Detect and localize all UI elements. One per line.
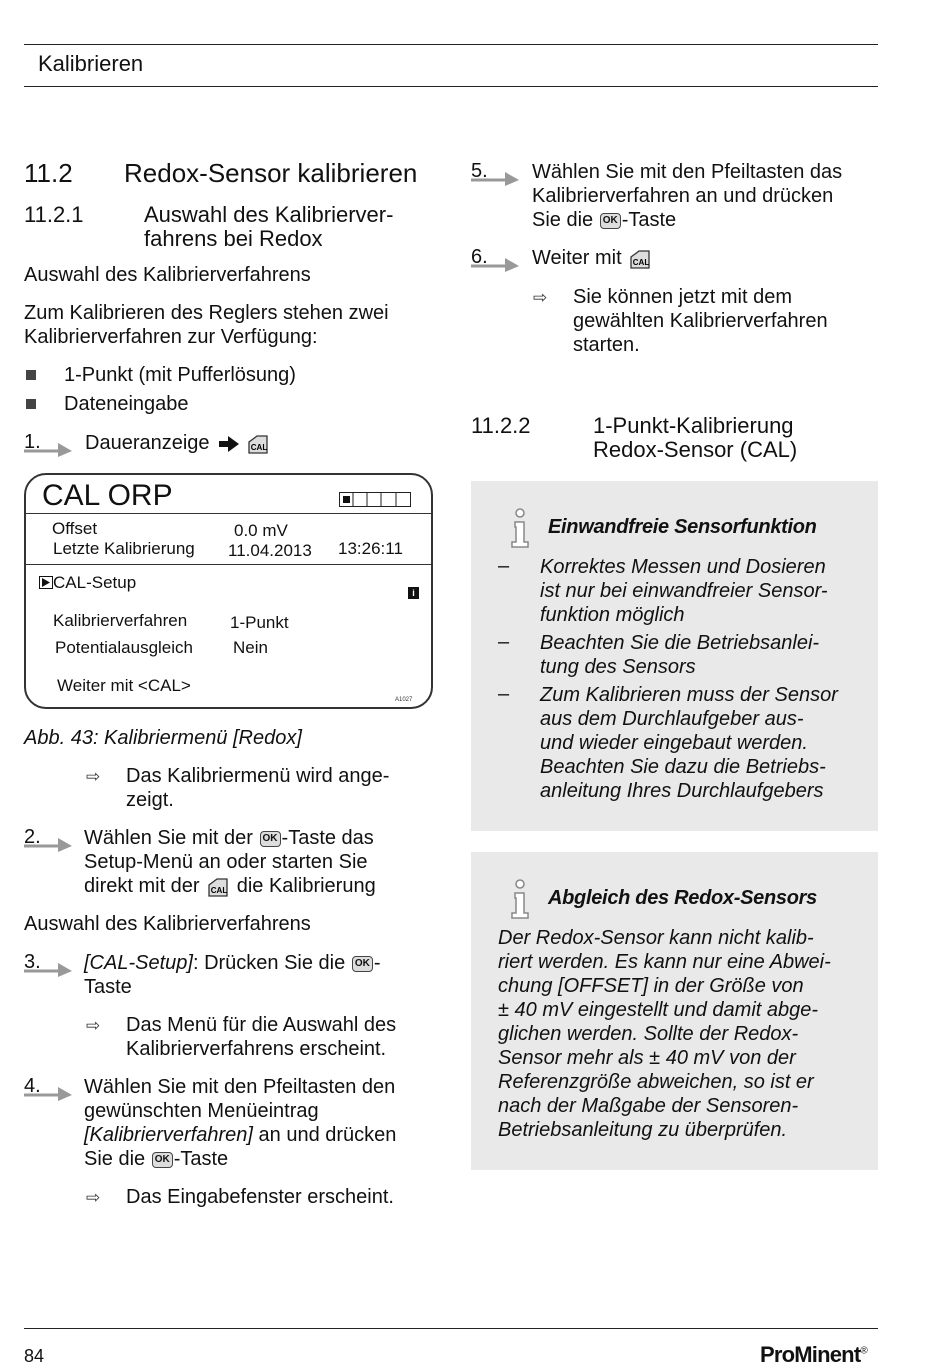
info-icon bbox=[509, 879, 531, 919]
step-arrow-icon bbox=[471, 256, 519, 272]
result-arrow-icon: ⇨ bbox=[86, 1188, 101, 1207]
svg-text:CAL: CAL bbox=[250, 442, 267, 452]
step5-text: Sie die bbox=[532, 209, 594, 231]
page-number: 84 bbox=[24, 1346, 45, 1366]
info-text-line: glichen werden. Sollte der Redox- bbox=[498, 1023, 799, 1045]
step4-text: Sie die bbox=[84, 1148, 146, 1170]
info-box-title: Abgleich des Redox-Sensors bbox=[548, 887, 817, 909]
heading-11-2-1-title-line2: fahrens bei Redox bbox=[144, 226, 323, 251]
step2-text: Wählen Sie mit der bbox=[84, 827, 253, 849]
dash-bullet: – bbox=[498, 555, 510, 577]
info-item-3-line1: Zum Kalibrieren muss der Sensor bbox=[540, 684, 838, 706]
footer-rule bbox=[24, 1328, 878, 1329]
info-text-line: Betriebsanleitung zu überprüfen. bbox=[498, 1119, 788, 1141]
result1-line1: Das Kalibriermenü wird ange- bbox=[126, 765, 390, 787]
result6-line3: starten. bbox=[573, 334, 640, 356]
info-item-3-line5: anleitung Ihres Durchlaufgebers bbox=[540, 780, 824, 802]
ok-key-icon: OK bbox=[260, 831, 281, 847]
heading-11-2-2-title-line2: Redox-Sensor (CAL) bbox=[593, 437, 798, 462]
step2-line1 bbox=[84, 826, 374, 850]
result6-line1: Sie können jetzt mit dem bbox=[573, 286, 792, 308]
svg-text:CAL: CAL bbox=[210, 885, 228, 895]
cal-key-icon bbox=[207, 877, 229, 897]
display-divider bbox=[26, 564, 431, 565]
info-item-3-line4: Beachten Sie dazu die Betriebs- bbox=[540, 756, 826, 778]
cal-setup-label: CAL-Setup bbox=[53, 573, 137, 592]
step4-line2: gewünschten Menüeintrag bbox=[84, 1100, 319, 1122]
bullet-square-icon bbox=[26, 399, 36, 409]
display-title: CAL ORP bbox=[42, 479, 173, 512]
dash-bullet: – bbox=[498, 683, 510, 705]
step1-text: Daueranzeige bbox=[85, 432, 210, 454]
header-top-rule bbox=[24, 44, 878, 45]
step3-text: : Drücken Sie die bbox=[192, 952, 346, 974]
method-label: Kalibrierverfahren bbox=[53, 611, 188, 630]
step1-text-row bbox=[85, 431, 271, 455]
intro-line1: Zum Kalibrieren des Reglers stehen zwei bbox=[24, 302, 389, 324]
potential-label: Potentialausgleich bbox=[55, 638, 193, 657]
brand-registered-mark: ® bbox=[860, 1345, 867, 1357]
method-value: 1-Punkt bbox=[230, 613, 289, 632]
result4-line: Das Eingabefenster erscheint. bbox=[126, 1186, 394, 1208]
step-arrow-icon bbox=[24, 441, 72, 457]
step4-line4 bbox=[84, 1147, 228, 1171]
header-bottom-rule bbox=[24, 86, 878, 87]
svg-text:CAL: CAL bbox=[632, 257, 650, 267]
step-number: 5. bbox=[471, 160, 488, 182]
info-text-line: nach der Maßgabe der Sensoren- bbox=[498, 1095, 799, 1117]
offset-label: Offset bbox=[52, 519, 98, 538]
subheading-method-selection-2: Auswahl des Kalibrierverfahrens bbox=[24, 913, 311, 935]
figure-code: A1027 bbox=[395, 697, 413, 703]
dash-bullet: – bbox=[498, 631, 510, 653]
step-number: 2. bbox=[24, 826, 41, 848]
bullet-item: Dateneingabe bbox=[64, 393, 189, 415]
info-icon bbox=[509, 508, 531, 548]
result3-line2: Kalibrierverfahrens erscheint. bbox=[126, 1038, 387, 1060]
step-arrow-icon bbox=[24, 836, 72, 852]
step2-text: direkt mit der bbox=[84, 875, 200, 897]
heading-11-2-2-title-line1: 1-Punkt-Kalibrierung bbox=[593, 413, 794, 438]
step4-menu-ref: [Kalibrierverfahren] bbox=[84, 1124, 253, 1146]
ok-key-icon: OK bbox=[352, 956, 373, 972]
step-number: 1. bbox=[24, 431, 41, 453]
heading-11-2-title: Redox-Sensor kalibrieren bbox=[124, 158, 418, 188]
step3-line1 bbox=[84, 951, 380, 975]
intro-line2: Kalibrierverfahren zur Verfügung: bbox=[24, 326, 318, 348]
right-arrow-icon bbox=[219, 436, 239, 452]
bullet-square-icon bbox=[26, 370, 36, 380]
info-item-1-line3: funktion möglich bbox=[540, 604, 685, 626]
info-box-redox-adjustment bbox=[471, 852, 878, 1170]
figure-caption: Abb. 43: Kalibriermenü [Redox] bbox=[24, 727, 302, 749]
heading-11-2-1-title-line1: Auswahl des Kalibrierver- bbox=[144, 202, 394, 227]
info-item-3-line3: und wieder eingebaut werden. bbox=[540, 732, 808, 754]
step3-text: - bbox=[373, 952, 381, 974]
last-calibration-date: 11.04.2013 bbox=[228, 541, 312, 560]
step4-text: -Taste bbox=[173, 1148, 229, 1170]
ok-key-icon: OK bbox=[152, 1152, 173, 1168]
step2-text: die Kalibrierung bbox=[236, 875, 376, 897]
offset-value: 0.0 mV bbox=[234, 521, 288, 540]
step-arrow-icon bbox=[24, 961, 72, 977]
info-item-2-line2: tung des Sensors bbox=[540, 656, 696, 678]
result-arrow-icon: ⇨ bbox=[86, 767, 101, 786]
brand-logo bbox=[760, 1342, 867, 1368]
step5-line3 bbox=[532, 208, 676, 232]
result6-line2: gewählten Kalibrierverfahren bbox=[573, 310, 828, 332]
display-divider bbox=[26, 513, 431, 514]
cal-key-icon bbox=[629, 249, 651, 269]
info-text-line: riert werden. Es kann nur eine Abwei- bbox=[498, 951, 831, 973]
step-number: 3. bbox=[24, 951, 41, 973]
info-item-1-line2: ist nur bei einwandfreier Sensor- bbox=[540, 580, 828, 602]
info-text-line: Der Redox-Sensor kann nicht kalib- bbox=[498, 927, 814, 949]
ok-key-icon: OK bbox=[600, 213, 621, 229]
step3-menu-ref: [CAL-Setup] bbox=[84, 952, 193, 974]
info-item-2-line1: Beachten Sie die Betriebsanlei- bbox=[540, 632, 820, 654]
step6-text: Weiter mit bbox=[532, 247, 622, 269]
subheading-method-selection: Auswahl des Kalibrierverfahrens bbox=[24, 264, 311, 286]
info-indicator-icon: i bbox=[408, 587, 419, 599]
last-calibration-label: Letzte Kalibrierung bbox=[53, 539, 195, 558]
potential-value: Nein bbox=[233, 638, 268, 657]
step5-text: -Taste bbox=[621, 209, 677, 231]
menu-pointer-icon bbox=[39, 576, 53, 589]
step-arrow-icon bbox=[24, 1085, 72, 1101]
info-item-3-line2: aus dem Durchlaufgeber aus- bbox=[540, 708, 804, 730]
heading-11-2-number: 11.2 bbox=[24, 158, 73, 188]
bullet-item: 1-Punkt (mit Pufferlösung) bbox=[64, 364, 296, 386]
calibration-menu-display bbox=[24, 473, 433, 709]
result-arrow-icon: ⇨ bbox=[533, 288, 548, 307]
step5-line1: Wählen Sie mit den Pfeiltasten das bbox=[532, 161, 843, 183]
result1-line2: zeigt. bbox=[126, 789, 174, 811]
result3-line1: Das Menü für die Auswahl des bbox=[126, 1014, 397, 1036]
step-arrow-icon bbox=[471, 170, 519, 186]
cal-setup-entry bbox=[39, 573, 136, 593]
last-calibration-time: 13:26:11 bbox=[338, 539, 403, 558]
brand-name: ProMinent bbox=[760, 1342, 861, 1367]
result-arrow-icon: ⇨ bbox=[86, 1016, 101, 1035]
info-text-line: Referenzgröße abweichen, so ist er bbox=[498, 1071, 814, 1093]
step-number: 4. bbox=[24, 1075, 41, 1097]
step-number: 6. bbox=[471, 246, 488, 268]
step4-text: an und drücken bbox=[252, 1124, 397, 1146]
info-box-sensor-function bbox=[471, 481, 878, 831]
info-item-1-line1: Korrektes Messen und Dosieren bbox=[540, 556, 826, 578]
step2-line3 bbox=[84, 874, 376, 898]
heading-11-2-1-number: 11.2.1 bbox=[24, 202, 84, 227]
step6-line bbox=[532, 246, 653, 270]
step3-line2: Taste bbox=[84, 976, 132, 998]
info-text-line: chung [OFFSET] in der Größe von bbox=[498, 975, 804, 997]
info-text-line: Sensor mehr als ± 40 mV von der bbox=[498, 1047, 796, 1069]
step4-line3 bbox=[84, 1123, 396, 1147]
info-box-title: Einwandfreie Sensorfunktion bbox=[548, 516, 817, 538]
cal-key-icon bbox=[247, 434, 269, 454]
step4-line1: Wählen Sie mit den Pfeiltasten den bbox=[84, 1076, 396, 1098]
display-progress-indicator bbox=[339, 492, 411, 512]
step2-text: -Taste das bbox=[281, 827, 374, 849]
section-title: Kalibrieren bbox=[38, 51, 144, 76]
continue-hint: Weiter mit <CAL> bbox=[57, 676, 191, 695]
heading-11-2-2-number: 11.2.2 bbox=[471, 413, 531, 438]
step5-line2: Kalibrierverfahren an und drücken bbox=[532, 185, 834, 207]
info-text-line: ± 40 mV eingestellt und damit abge- bbox=[498, 999, 819, 1021]
step2-line2: Setup-Menü an oder starten Sie bbox=[84, 851, 368, 873]
